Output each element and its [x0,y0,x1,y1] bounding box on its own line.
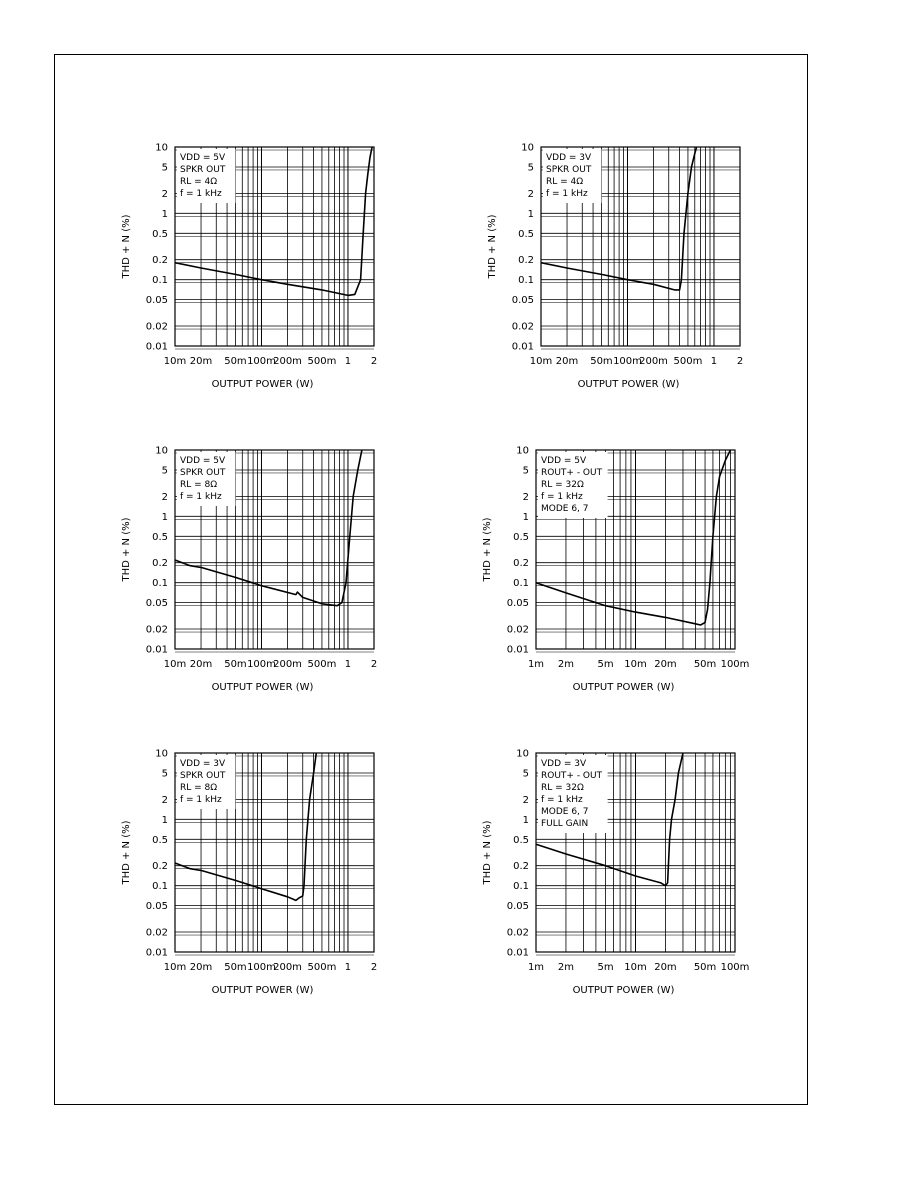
x-tick-label: 50m [224,356,247,367]
y-tick-label: 0.01 [145,644,168,656]
annotation-text: RL = 4Ω [546,177,584,187]
x-tick-label: 1m [527,659,545,670]
y-axis-label: THD + N (%) [487,214,498,279]
y-tick-label: 0.05 [511,295,534,307]
x-tick-label: 500m [307,356,337,367]
annotation-text: RL = 4Ω [180,177,218,187]
y-tick-label: 0.5 [513,531,529,543]
y-tick-label: 0.1 [513,578,529,590]
x-axis-label: OUTPUT POWER (W) [572,682,675,693]
y-tick-label: 10 [516,748,529,760]
x-tick-label: 5m [597,962,614,973]
x-tick-label: 50m [224,962,247,973]
y-tick-label: 10 [521,142,534,154]
y-tick-label: 0.02 [145,321,168,333]
annotation-text: RL = 8Ω [180,783,218,793]
y-tick-label: 0.2 [152,861,168,873]
y-tick-label: 10 [155,445,168,457]
y-tick-label: 5 [161,465,168,477]
y-tick-label: 0.1 [152,578,168,590]
x-axis-label: OUTPUT POWER (W) [211,379,314,390]
y-tick-label: 0.1 [152,275,168,287]
y-tick-label: 5 [527,162,534,174]
annotation-text: VDD = 5V [180,456,226,466]
x-tick-label: 2m [557,659,575,670]
x-tick-label: 20m [654,962,677,973]
x-tick-label: 200m [273,962,302,973]
y-tick-label: 0.05 [506,598,529,610]
x-axis-label: OUTPUT POWER (W) [572,985,675,996]
x-tick-label: 50m [693,962,717,973]
x-tick-label: 100m [720,659,750,670]
y-tick-label: 0.01 [511,341,534,353]
x-tick-label: 10m [163,962,187,973]
y-tick-label: 1 [161,511,168,523]
y-tick-label: 10 [155,142,168,154]
x-tick-label: 20m [189,962,213,973]
annotation-text: VDD = 3V [541,759,587,769]
chart-1 [121,143,377,391]
y-tick-label: 0.2 [513,558,529,570]
y-tick-label: 0.5 [152,834,168,846]
y-tick-label: 5 [161,162,168,174]
y-tick-label: 0.02 [506,624,529,636]
y-tick-label: 2 [161,188,168,200]
x-axis-label: OUTPUT POWER (W) [211,985,314,996]
x-axis-label: OUTPUT POWER (W) [211,682,314,693]
y-tick-label: 5 [522,768,529,780]
x-tick-label: 50m [224,659,247,670]
x-tick-label: 100m [720,962,750,973]
annotation-text: SPKR OUT [180,771,226,781]
y-tick-label: 0.05 [145,295,168,307]
x-tick-label: 10m [624,659,647,670]
y-tick-label: 2 [161,491,168,503]
y-tick-label: 0.1 [513,881,529,893]
y-tick-label: 0.01 [145,947,168,959]
annotation-text: ROUT+ - OUT [541,468,603,478]
x-tick-label: 2 [370,962,378,973]
annotation-text: ROUT+ - OUT [541,771,603,781]
y-axis-label: THD + N (%) [482,820,493,885]
chart-4 [482,446,749,694]
y-tick-label: 5 [522,465,529,477]
x-tick-label: 5m [597,659,614,670]
y-axis-label: THD + N (%) [121,820,132,885]
x-tick-label: 1 [344,659,352,670]
x-tick-label: 1 [344,962,352,973]
x-tick-label: 200m [273,356,302,367]
chart-3 [121,446,377,694]
annotation-text: RL = 32Ω [541,480,584,490]
y-tick-label: 0.02 [145,927,168,939]
annotation-text: VDD = 3V [546,153,592,163]
x-axis-label: OUTPUT POWER (W) [577,379,680,390]
y-tick-label: 0.01 [506,947,529,959]
x-tick-label: 100m [247,962,276,973]
y-tick-label: 10 [155,748,168,760]
annotation-text: SPKR OUT [180,165,226,175]
annotation-text: f = 1 kHz [546,189,588,199]
y-tick-label: 0.02 [145,624,168,636]
x-tick-label: 10m [163,356,187,367]
x-tick-label: 50m [693,659,717,670]
y-axis-label: THD + N (%) [482,517,493,582]
x-tick-label: 2 [370,356,378,367]
annotation-text: RL = 8Ω [180,480,218,490]
y-tick-label: 0.1 [518,275,534,287]
y-tick-label: 0.02 [511,321,534,333]
y-tick-label: 0.01 [506,644,529,656]
annotation-text: f = 1 kHz [541,795,583,805]
x-tick-label: 200m [273,659,302,670]
x-tick-label: 10m [529,356,553,367]
y-tick-label: 0.01 [145,341,168,353]
x-tick-label: 100m [247,659,276,670]
x-tick-label: 50m [590,356,613,367]
y-tick-label: 1 [522,814,529,826]
chart-2 [487,143,743,391]
x-tick-label: 20m [189,356,213,367]
y-tick-label: 0.1 [152,881,168,893]
y-tick-label: 1 [161,814,168,826]
y-tick-label: 2 [522,491,529,503]
x-tick-label: 10m [163,659,187,670]
annotation-text: f = 1 kHz [541,492,583,502]
annotation-text: SPKR OUT [180,468,226,478]
y-tick-label: 2 [522,794,529,806]
annotation-text: f = 1 kHz [180,795,222,805]
y-axis-label: THD + N (%) [121,517,132,582]
y-tick-label: 0.05 [145,598,168,610]
y-tick-label: 1 [527,208,534,220]
y-axis-label: THD + N (%) [121,214,132,279]
x-tick-label: 500m [673,356,703,367]
y-tick-label: 0.02 [506,927,529,939]
x-tick-label: 10m [624,962,647,973]
y-tick-label: 2 [161,794,168,806]
x-tick-label: 20m [189,659,213,670]
annotation-text: FULL GAIN [541,819,589,829]
x-tick-label: 20m [654,659,677,670]
annotation-text: RL = 32Ω [541,783,584,793]
x-tick-label: 500m [307,962,337,973]
annotation-text: VDD = 3V [180,759,226,769]
annotation-text: VDD = 5V [541,456,587,466]
x-tick-label: 2m [557,962,575,973]
x-tick-label: 200m [639,356,668,367]
annotation-text: f = 1 kHz [180,492,222,502]
y-tick-label: 0.5 [518,228,534,240]
chart-6 [482,749,749,997]
y-tick-label: 0.2 [518,255,534,267]
y-tick-label: 1 [161,208,168,220]
y-tick-label: 0.5 [513,834,529,846]
y-tick-label: 0.2 [152,255,168,267]
y-tick-label: 10 [516,445,529,457]
x-tick-label: 1 [344,356,352,367]
chart-5 [121,749,377,997]
annotation-text: VDD = 5V [180,153,226,163]
y-tick-label: 5 [161,768,168,780]
x-tick-label: 2 [370,659,378,670]
y-tick-label: 0.2 [152,558,168,570]
x-tick-label: 2 [736,356,744,367]
x-tick-label: 1m [527,962,545,973]
x-tick-label: 500m [307,659,337,670]
x-tick-label: 1 [710,356,718,367]
annotation-text: SPKR OUT [546,165,592,175]
y-tick-label: 0.2 [513,861,529,873]
y-tick-label: 0.5 [152,531,168,543]
x-tick-label: 100m [247,356,276,367]
annotation-text: MODE 6, 7 [541,807,589,817]
annotation-text: MODE 6, 7 [541,504,589,514]
y-tick-label: 0.05 [506,901,529,913]
x-tick-label: 100m [613,356,642,367]
y-tick-label: 0.5 [152,228,168,240]
annotation-text: f = 1 kHz [180,189,222,199]
y-tick-label: 1 [522,511,529,523]
y-tick-label: 0.05 [145,901,168,913]
x-tick-label: 20m [555,356,579,367]
y-tick-label: 2 [527,188,534,200]
